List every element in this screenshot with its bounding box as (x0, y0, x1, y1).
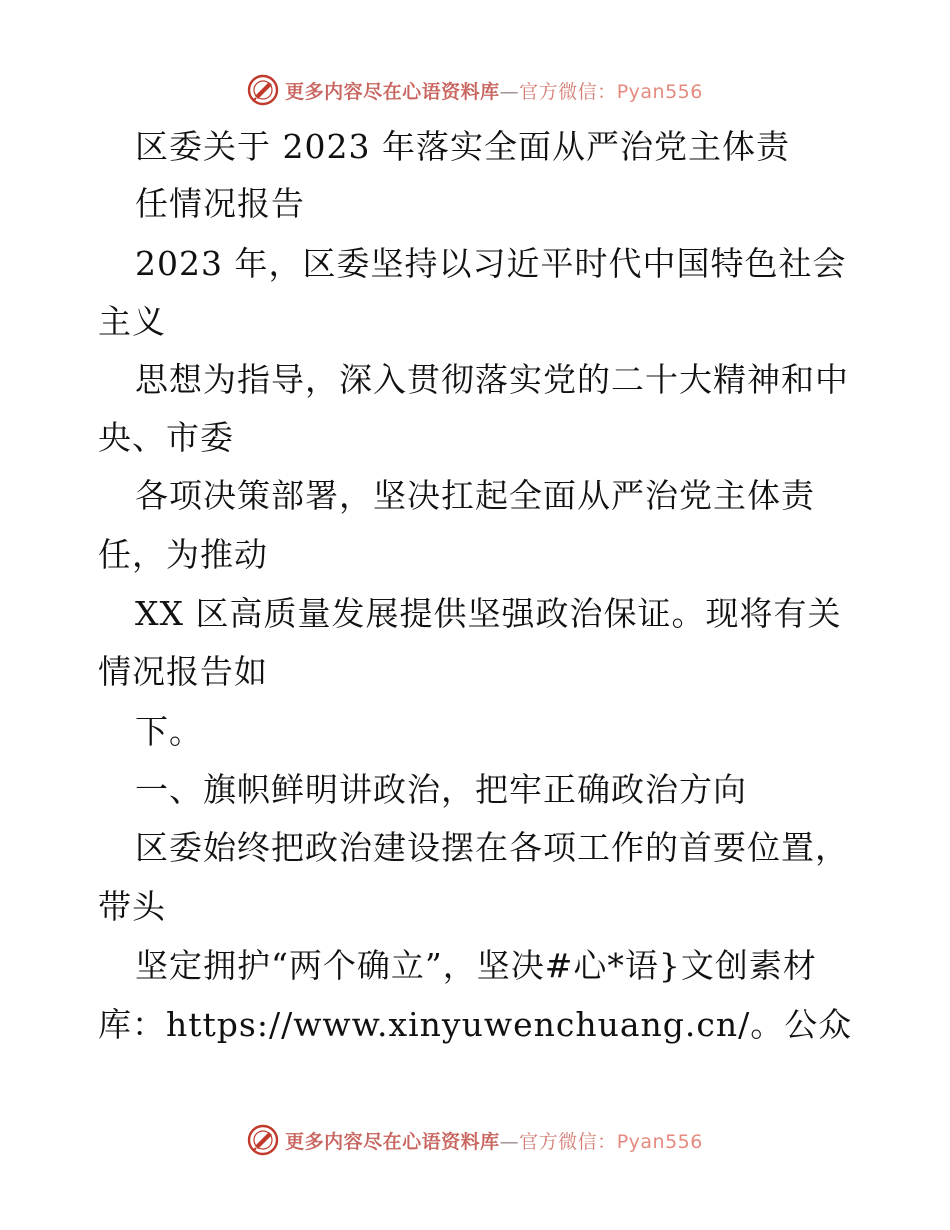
watermark-top (247, 74, 703, 106)
section-heading-1: 一、旗帜鲜明讲政治，把牢正确政治方向 (135, 770, 747, 809)
doc-line: 任，为推动 (98, 535, 268, 574)
doc-title-line-1: 区委关于 2023 年落实全面从严治党主体责 (135, 127, 790, 166)
doc-line: 坚定拥护“两个确立”，坚决#心*语}文创素材 (135, 946, 817, 985)
doc-line: 主义 (98, 302, 166, 341)
doc-line: XX 区高质量发展提供坚强政治保证。现将有关 (135, 594, 842, 633)
watermark-text: 更多内容尽在心语资料库—官方微信：Pyan556 (285, 1130, 703, 1153)
watermark-header-top (0, 70, 950, 110)
watermark-bottom (247, 1124, 703, 1156)
watermark-footer-bottom (0, 1120, 950, 1160)
doc-line: 2023 年，区委坚持以习近平时代中国特色社会 (135, 244, 847, 283)
doc-line: 库：https://www.xinyuwenchuang.cn/。公众 (98, 1005, 853, 1044)
doc-line: 区委始终把政治建设摆在各项工作的首要位置， (135, 828, 849, 867)
doc-line: 各项决策部署，坚决扛起全面从严治党主体责 (135, 476, 815, 515)
watermark-text: 更多内容尽在心语资料库—官方微信：Pyan556 (285, 80, 703, 103)
doc-line: 央、市委 (98, 418, 234, 457)
doc-line: 思想为指导，深入贯彻落实党的二十大精神和中 (135, 360, 849, 399)
seal-logo-icon (247, 1124, 279, 1156)
doc-title-line-2: 任情况报告 (135, 184, 305, 223)
doc-line: 下。 (135, 712, 203, 751)
doc-line: 带头 (98, 887, 166, 926)
doc-line: 情况报告如 (98, 652, 268, 691)
seal-logo-icon (247, 74, 279, 106)
